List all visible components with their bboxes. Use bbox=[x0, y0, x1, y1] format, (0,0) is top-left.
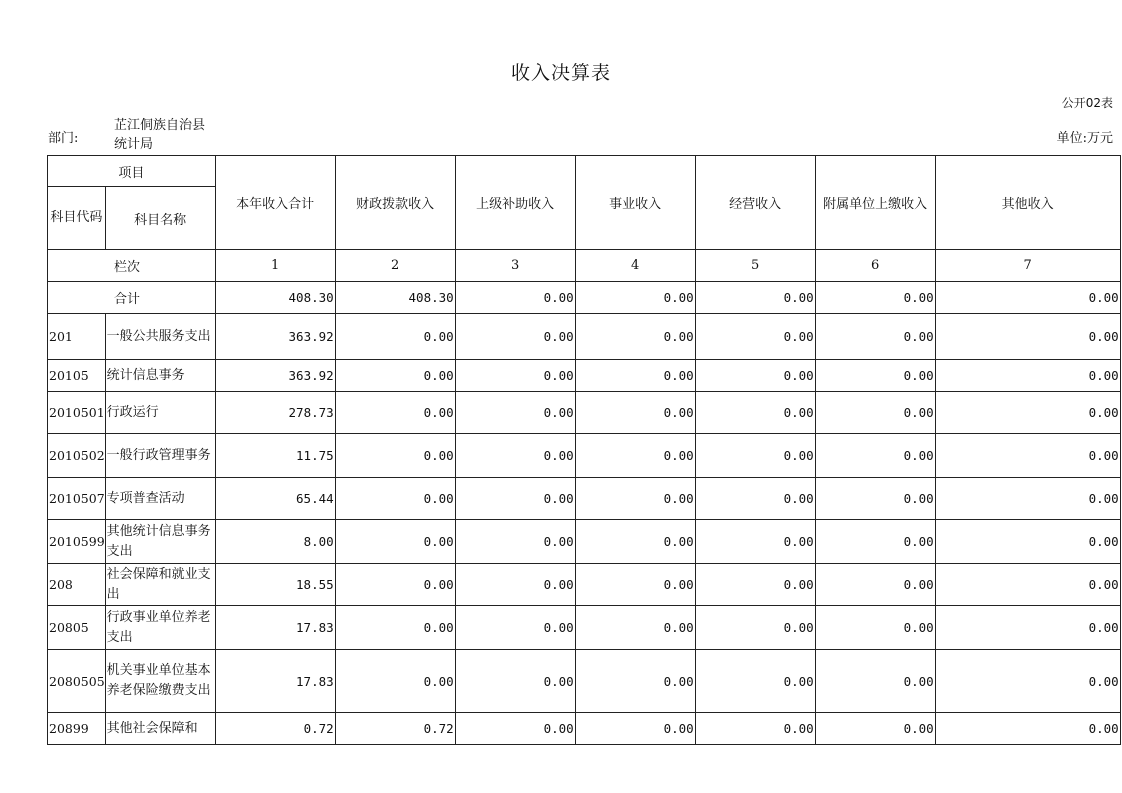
row-value: 0.00 bbox=[575, 564, 695, 606]
header-col-3: 上级补助收入 bbox=[455, 156, 575, 250]
header-col-5: 经营收入 bbox=[695, 156, 815, 250]
row-value: 0.00 bbox=[935, 478, 1120, 520]
row-value: 0.00 bbox=[935, 392, 1120, 434]
row-value: 0.00 bbox=[695, 434, 815, 478]
row-value: 0.00 bbox=[455, 564, 575, 606]
row-value: 0.00 bbox=[935, 520, 1120, 564]
row-name: 其他社会保障和 bbox=[105, 713, 215, 745]
row-value: 363.92 bbox=[215, 314, 335, 360]
row-code: 208 bbox=[48, 564, 106, 606]
table-row bbox=[48, 478, 1121, 520]
row-value: 11.75 bbox=[215, 434, 335, 478]
seq-6: 6 bbox=[815, 250, 935, 282]
row-value: 0.00 bbox=[455, 520, 575, 564]
seq-2: 2 bbox=[335, 250, 455, 282]
row-name: 行政运行 bbox=[105, 392, 215, 434]
row-value: 0.00 bbox=[815, 434, 935, 478]
row-value: 0.00 bbox=[935, 360, 1120, 392]
row-value: 0.00 bbox=[455, 392, 575, 434]
row-value: 0.72 bbox=[215, 713, 335, 745]
total-value: 408.30 bbox=[215, 282, 335, 314]
total-value: 0.00 bbox=[455, 282, 575, 314]
row-value: 0.00 bbox=[335, 314, 455, 360]
row-name: 机关事业单位基本养老保险缴费支出 bbox=[105, 650, 215, 713]
row-value: 0.00 bbox=[815, 360, 935, 392]
header-col-4: 事业收入 bbox=[575, 156, 695, 250]
header-code: 科目代码 bbox=[48, 187, 106, 250]
row-name: 社会保障和就业支出 bbox=[105, 564, 215, 606]
total-value: 0.00 bbox=[575, 282, 695, 314]
row-value: 0.00 bbox=[695, 650, 815, 713]
table-row bbox=[48, 520, 1121, 564]
table-row bbox=[48, 392, 1121, 434]
row-value: 0.00 bbox=[575, 392, 695, 434]
row-value: 0.00 bbox=[335, 564, 455, 606]
row-value: 0.00 bbox=[695, 564, 815, 606]
row-value: 0.00 bbox=[695, 478, 815, 520]
row-value: 0.00 bbox=[815, 392, 935, 434]
row-value: 0.00 bbox=[335, 478, 455, 520]
row-value: 0.00 bbox=[575, 478, 695, 520]
row-code: 2010507 bbox=[48, 478, 106, 520]
row-value: 0.00 bbox=[575, 360, 695, 392]
seq-1: 1 bbox=[215, 250, 335, 282]
row-value: 0.00 bbox=[935, 650, 1120, 713]
row-value: 0.00 bbox=[695, 314, 815, 360]
row-value: 0.00 bbox=[695, 520, 815, 564]
table-row bbox=[48, 713, 1121, 745]
row-code: 20805 bbox=[48, 606, 106, 650]
row-value: 0.00 bbox=[455, 434, 575, 478]
row-code: 2010502 bbox=[48, 434, 106, 478]
row-value: 0.00 bbox=[815, 520, 935, 564]
row-value: 0.00 bbox=[575, 713, 695, 745]
header-col-2: 财政拨款收入 bbox=[335, 156, 455, 250]
row-value: 18.55 bbox=[215, 564, 335, 606]
table-row bbox=[48, 434, 1121, 478]
row-value: 0.00 bbox=[335, 520, 455, 564]
header-name: 科目名称 bbox=[105, 187, 215, 250]
row-value: 363.92 bbox=[215, 360, 335, 392]
row-value: 278.73 bbox=[215, 392, 335, 434]
seq-label: 栏次 bbox=[48, 250, 216, 282]
row-value: 0.00 bbox=[575, 650, 695, 713]
row-value: 0.72 bbox=[335, 713, 455, 745]
header-col-7: 其他收入 bbox=[935, 156, 1120, 250]
row-value: 0.00 bbox=[455, 360, 575, 392]
department-name: 芷江侗族自治县统计局 bbox=[114, 118, 206, 152]
row-value: 0.00 bbox=[335, 606, 455, 650]
row-value: 0.00 bbox=[335, 434, 455, 478]
row-value: 0.00 bbox=[815, 713, 935, 745]
row-code: 2010501 bbox=[48, 392, 106, 434]
row-value: 0.00 bbox=[575, 520, 695, 564]
row-value: 0.00 bbox=[335, 360, 455, 392]
total-label: 合计 bbox=[48, 282, 216, 314]
row-code: 2080505 bbox=[48, 650, 106, 713]
row-value: 0.00 bbox=[695, 360, 815, 392]
row-value: 0.00 bbox=[695, 392, 815, 434]
row-name: 一般行政管理事务 bbox=[105, 434, 215, 478]
header-project: 项目 bbox=[48, 156, 216, 187]
row-value: 0.00 bbox=[455, 650, 575, 713]
row-value: 0.00 bbox=[935, 606, 1120, 650]
seq-4: 4 bbox=[575, 250, 695, 282]
table-row bbox=[48, 360, 1121, 392]
total-value: 0.00 bbox=[695, 282, 815, 314]
seq-7: 7 bbox=[935, 250, 1120, 282]
row-value: 0.00 bbox=[695, 606, 815, 650]
row-value: 0.00 bbox=[695, 713, 815, 745]
row-value: 0.00 bbox=[335, 650, 455, 713]
department-label: 部门: bbox=[48, 131, 79, 146]
row-value: 17.83 bbox=[215, 606, 335, 650]
row-value: 0.00 bbox=[935, 314, 1120, 360]
table-row bbox=[48, 564, 1121, 606]
row-value: 0.00 bbox=[815, 606, 935, 650]
table-row bbox=[48, 314, 1121, 360]
row-value: 0.00 bbox=[455, 314, 575, 360]
row-value: 0.00 bbox=[815, 564, 935, 606]
row-name: 统计信息事务 bbox=[105, 360, 215, 392]
row-value: 0.00 bbox=[815, 478, 935, 520]
row-code: 2010599 bbox=[48, 520, 106, 564]
row-value: 0.00 bbox=[575, 314, 695, 360]
income-table bbox=[47, 155, 1121, 745]
row-value: 0.00 bbox=[455, 713, 575, 745]
page-title: 收入决算表 bbox=[510, 62, 611, 84]
row-name: 行政事业单位养老支出 bbox=[105, 606, 215, 650]
row-value: 0.00 bbox=[935, 564, 1120, 606]
row-name: 一般公共服务支出 bbox=[105, 314, 215, 360]
seq-5: 5 bbox=[695, 250, 815, 282]
row-value: 17.83 bbox=[215, 650, 335, 713]
row-name: 其他统计信息事务支出 bbox=[105, 520, 215, 564]
row-name: 专项普查活动 bbox=[105, 478, 215, 520]
row-value: 0.00 bbox=[935, 713, 1120, 745]
row-value: 8.00 bbox=[215, 520, 335, 564]
row-value: 0.00 bbox=[815, 314, 935, 360]
row-value: 0.00 bbox=[935, 434, 1120, 478]
row-value: 0.00 bbox=[455, 478, 575, 520]
table-row bbox=[48, 606, 1121, 650]
row-value: 0.00 bbox=[455, 606, 575, 650]
form-code: 公开02表 bbox=[1061, 96, 1113, 110]
table-row bbox=[48, 650, 1121, 713]
seq-3: 3 bbox=[455, 250, 575, 282]
row-value: 65.44 bbox=[215, 478, 335, 520]
row-value: 0.00 bbox=[335, 392, 455, 434]
row-value: 0.00 bbox=[815, 650, 935, 713]
row-code: 20899 bbox=[48, 713, 106, 745]
header-col-6: 附属单位上缴收入 bbox=[815, 156, 935, 250]
total-value: 0.00 bbox=[935, 282, 1120, 314]
total-value: 408.30 bbox=[335, 282, 455, 314]
header-col-1: 本年收入合计 bbox=[215, 156, 335, 250]
total-row bbox=[48, 282, 1121, 314]
total-value: 0.00 bbox=[815, 282, 935, 314]
row-value: 0.00 bbox=[575, 606, 695, 650]
row-code: 20105 bbox=[48, 360, 106, 392]
unit-label: 单位:万元 bbox=[1056, 131, 1113, 146]
row-code: 201 bbox=[48, 314, 106, 360]
row-value: 0.00 bbox=[575, 434, 695, 478]
